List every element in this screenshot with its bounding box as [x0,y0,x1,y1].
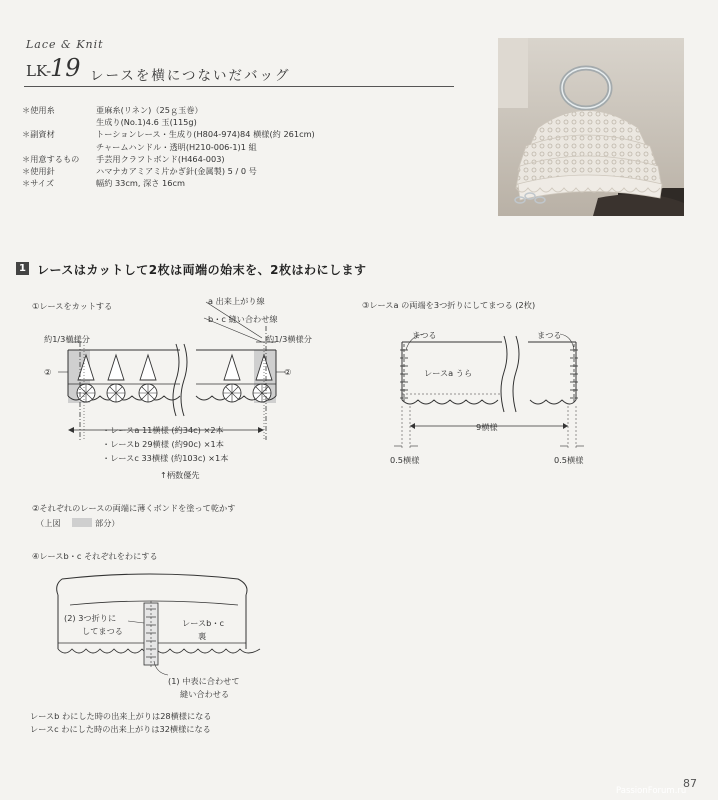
pattern-code-prefix: LK- [26,62,52,80]
spec-lace-b: ・レースb 29横様 (約90c) ×1本 [102,439,224,449]
result-lace-c: レースc わにした時の出来上がりは32横様になる [30,724,211,734]
sew-label-line2: 縫い合わせる [180,689,230,699]
fold-label-line2: してまつる [82,626,123,636]
page-number: 87 [683,777,697,790]
circle-2-right: ② [284,367,292,377]
watermark-text: PassionForum.ru [616,786,687,796]
spec-lace-c: ・レースc 33横様 (約103c) ×1本 [102,453,229,463]
lace-strip-left [68,350,180,403]
right-margin-label: 0.5横様 [554,455,584,465]
fold-label-line1: (2) 3つ折りに [64,613,117,623]
left-margin-label: 0.5横様 [390,455,420,465]
materials-label: ＊用意するもの [22,153,80,164]
diagram4-heading: ④レースb・c それぞれをわにする [32,551,158,561]
spec-lace-a: ・レースa 11横様 (約34c) ×2本 [102,425,224,435]
materials-value: 幅約 33cm, 深さ 16cm [96,178,185,189]
right-third-label: 約1/3横様分 [266,334,312,344]
back-label: 裏 [198,631,207,641]
materials-value: ハマナカアミアミ片かぎ針(金属製) 5 / 0 号 [96,165,257,176]
lace-a-back-label: レースa うら [424,368,473,378]
series-label: Lace & Knit [26,38,104,51]
lace-a-fold-diagram [380,320,600,460]
lace-bag-illustration [498,38,684,216]
step-title: レースはカットして2枚は両端の始末を、2枚はわにします [37,263,367,277]
diagram2-heading: ②それぞれのレースの両端に薄くボンドを塗って乾かす [32,503,236,513]
materials-value: トーションレース・生成り(H804-974)84 横様(約 261cm) [96,129,315,140]
diagram2-sub-close: 部分） [95,518,120,528]
nine-patterns-label: 9横様 [476,422,498,432]
glue-swatch [72,518,92,527]
diagram3-heading: ③レースa の両端を3つ折りにしてまつる (2枚) [362,300,536,310]
materials-value: 手芸用クラフトボンド(H464-003) [96,153,225,164]
triangle-motif [140,355,156,380]
materials-value: チャームハンドル・透明(H210-006-1)1 組 [96,141,257,152]
materials-label: ＊使用糸 [22,105,55,115]
left-third-label: 約1/3横様分 [44,334,90,344]
diagram2-sub-open: （上図 [36,518,61,528]
triangle-motif [108,355,124,380]
sew-label-line1: (1) 中表に合わせて [168,676,240,686]
pattern-priority-note: ↑柄数優先 [160,470,200,480]
page-title: レースを横につないだバッグ [90,68,291,84]
materials-label: ＊副資材 [22,129,55,140]
materials-value: 亜麻糸(リネン)（25ｇ玉巻） [96,105,203,115]
pattern-code-number: 19 [50,54,81,82]
finish-line-label: a 出来上がり線 [208,296,265,306]
materials-value: 生成り(No.1)4.6 玉(115g) [96,117,197,128]
step-number-badge: 1 [16,262,29,275]
title-rule [24,86,454,87]
materials-label: ＊使用針 [22,165,55,176]
circle-2-left: ② [44,367,52,377]
lace-cut-diagram [0,280,320,480]
seam-line-label: b・c 縫い合わせ線 [208,314,278,324]
triangle-motif [224,355,240,380]
matsuru-right-label: まつる [537,330,562,340]
lace-bc-label: レースb・c [182,618,225,628]
product-photo [498,38,684,216]
matsuru-left-label: まつる [412,330,437,340]
result-lace-b: レースb わにした時の出来上がりは28横様になる [30,711,212,721]
diagram1-heading: ①レースをカットする [32,301,113,311]
lace-loop-diagram [50,565,270,680]
materials-label: ＊サイズ [22,178,55,189]
